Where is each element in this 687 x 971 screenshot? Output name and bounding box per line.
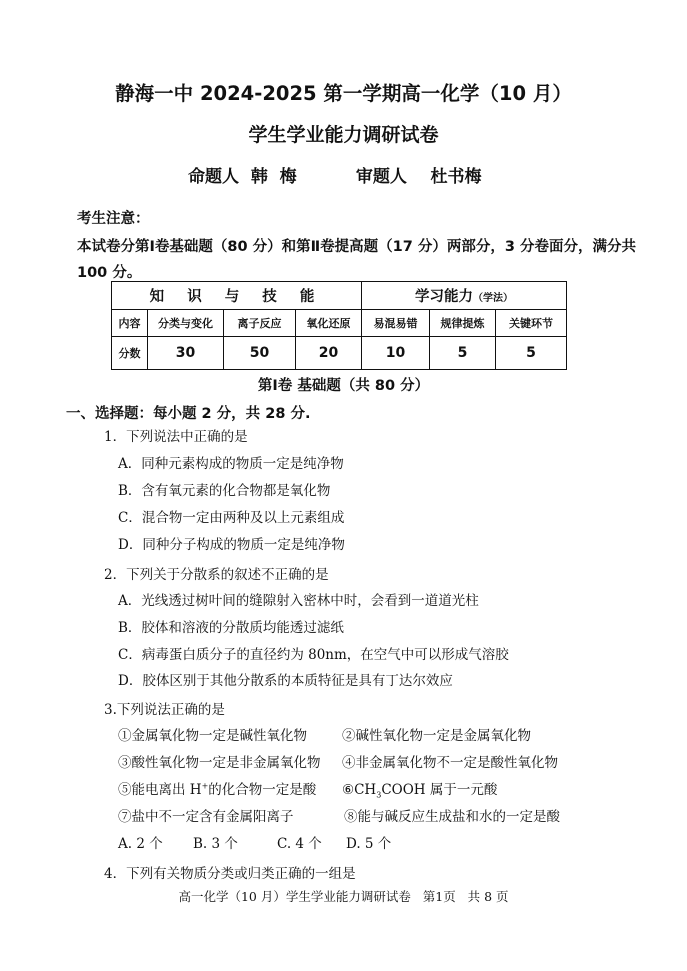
question-3-stem: 3.下列说法正确的是 bbox=[104, 702, 225, 718]
table-score-cell: 50 bbox=[224, 337, 296, 370]
question-2-option-d: D．胶体区别于其他分散系的本质特征是具有丁达尔效应 bbox=[118, 673, 453, 689]
question-3-statement-7: ⑦盐中不一定含有金属阳离子 bbox=[118, 809, 294, 825]
table-group-knowledge: 知 识 与 技 能 bbox=[112, 282, 362, 310]
question-3-statement-6: $⑥CH_3COOH$ 属于一元酸 bbox=[342, 782, 498, 800]
question-2-option-a: A．光线透过树叶间的缝隙射入密林中时，会看到一道道光柱 bbox=[118, 593, 479, 609]
question-3-statement-3: ③酸性氧化物一定是非金属氧化物 bbox=[118, 755, 321, 771]
table-header-cell: 分类与变化 bbox=[148, 310, 224, 337]
question-1-option-c: C．混合物一定由两种及以上元素组成 bbox=[118, 510, 345, 526]
question-3-statement-1: ①金属氧化物一定是碱性氧化物 bbox=[118, 728, 307, 744]
question-3-option-d: D. 5 个 bbox=[346, 836, 392, 852]
table-score-cell: 30 bbox=[148, 337, 224, 370]
table-header-cell: 规律提炼 bbox=[430, 310, 496, 337]
row-label-content: 内容 bbox=[112, 310, 148, 337]
score-table bbox=[111, 281, 567, 370]
question-3-option-b: B. 3 个 bbox=[193, 836, 238, 852]
question-3-statement-5: ⑤能电离出 H+的化合物一定是酸 bbox=[118, 781, 317, 798]
question-1-option-b: B．含有氧元素的化合物都是氧化物 bbox=[118, 483, 331, 499]
table-group-learning: 学习能力（学法） bbox=[362, 282, 567, 310]
table-score-cell: 5 bbox=[430, 337, 496, 370]
table-header-cell: 氧化还原 bbox=[296, 310, 362, 337]
question-3-statement-8: ⑧能与碱反应生成盐和水的一定是酸 bbox=[344, 809, 560, 825]
question-3-option-a: A. 2 个 bbox=[118, 836, 163, 852]
mcq-section-title: 一、选择题：每小题 2 分，共 28 分. bbox=[66, 406, 311, 422]
table-header-cell: 易混易错 bbox=[362, 310, 430, 337]
table-header-cell: 离子反应 bbox=[224, 310, 296, 337]
table-header-cell: 关键环节 bbox=[496, 310, 567, 337]
table-score-cell: 10 bbox=[362, 337, 430, 370]
question-2-stem: 2．下列关于分散系的叙述不正确的是 bbox=[104, 567, 329, 583]
question-3-option-c: C. 4 个 bbox=[277, 836, 322, 852]
table-score-cell: 20 bbox=[296, 337, 362, 370]
question-2-option-c: C．病毒蛋白质分子的直径约为 80nm，在空气中可以形成气溶胶 bbox=[118, 647, 509, 663]
question-2-option-b: B．胶体和溶液的分散质均能透过滤纸 bbox=[118, 620, 344, 636]
question-1-option-a: A．同种元素构成的物质一定是纯净物 bbox=[118, 456, 344, 472]
page-footer: 高一化学（10 月）学生学业能力调研试卷 第1页 共 8 页 bbox=[178, 889, 509, 904]
exam-title: 静海一中 2024-2025 第一学期高一化学（10 月） bbox=[115, 82, 572, 105]
exam-subtitle: 学生学业能力调研试卷 bbox=[248, 124, 439, 146]
question-1-option-d: D．同种分子构成的物质一定是纯净物 bbox=[118, 537, 345, 553]
author-line: 命题人 韩 梅 审题人 杜书梅 bbox=[188, 167, 482, 187]
notice-text: 本试卷分第Ⅰ卷基础题（80 分）和第Ⅱ卷提高题（17 分）两部分，3 分卷面分，满分共 100 分。 bbox=[77, 239, 637, 281]
question-4-stem: 4．下列有关物质分类或归类正确的一组是 bbox=[104, 866, 356, 882]
section-title: 第Ⅰ卷 基础题（共 80 分） bbox=[257, 378, 430, 394]
table-score-cell: 5 bbox=[496, 337, 567, 370]
question-1-stem: 1．下列说法中正确的是 bbox=[104, 429, 248, 445]
question-3-statement-2: ②碱性氧化物一定是金属氧化物 bbox=[342, 728, 531, 744]
row-label-score: 分数 bbox=[112, 337, 148, 370]
table-group-learning-note: （学法） bbox=[473, 293, 514, 304]
question-3-statement-4: ④非金属氧化物不一定是酸性氧化物 bbox=[342, 755, 558, 771]
notice-label: 考生注意： bbox=[77, 211, 150, 227]
